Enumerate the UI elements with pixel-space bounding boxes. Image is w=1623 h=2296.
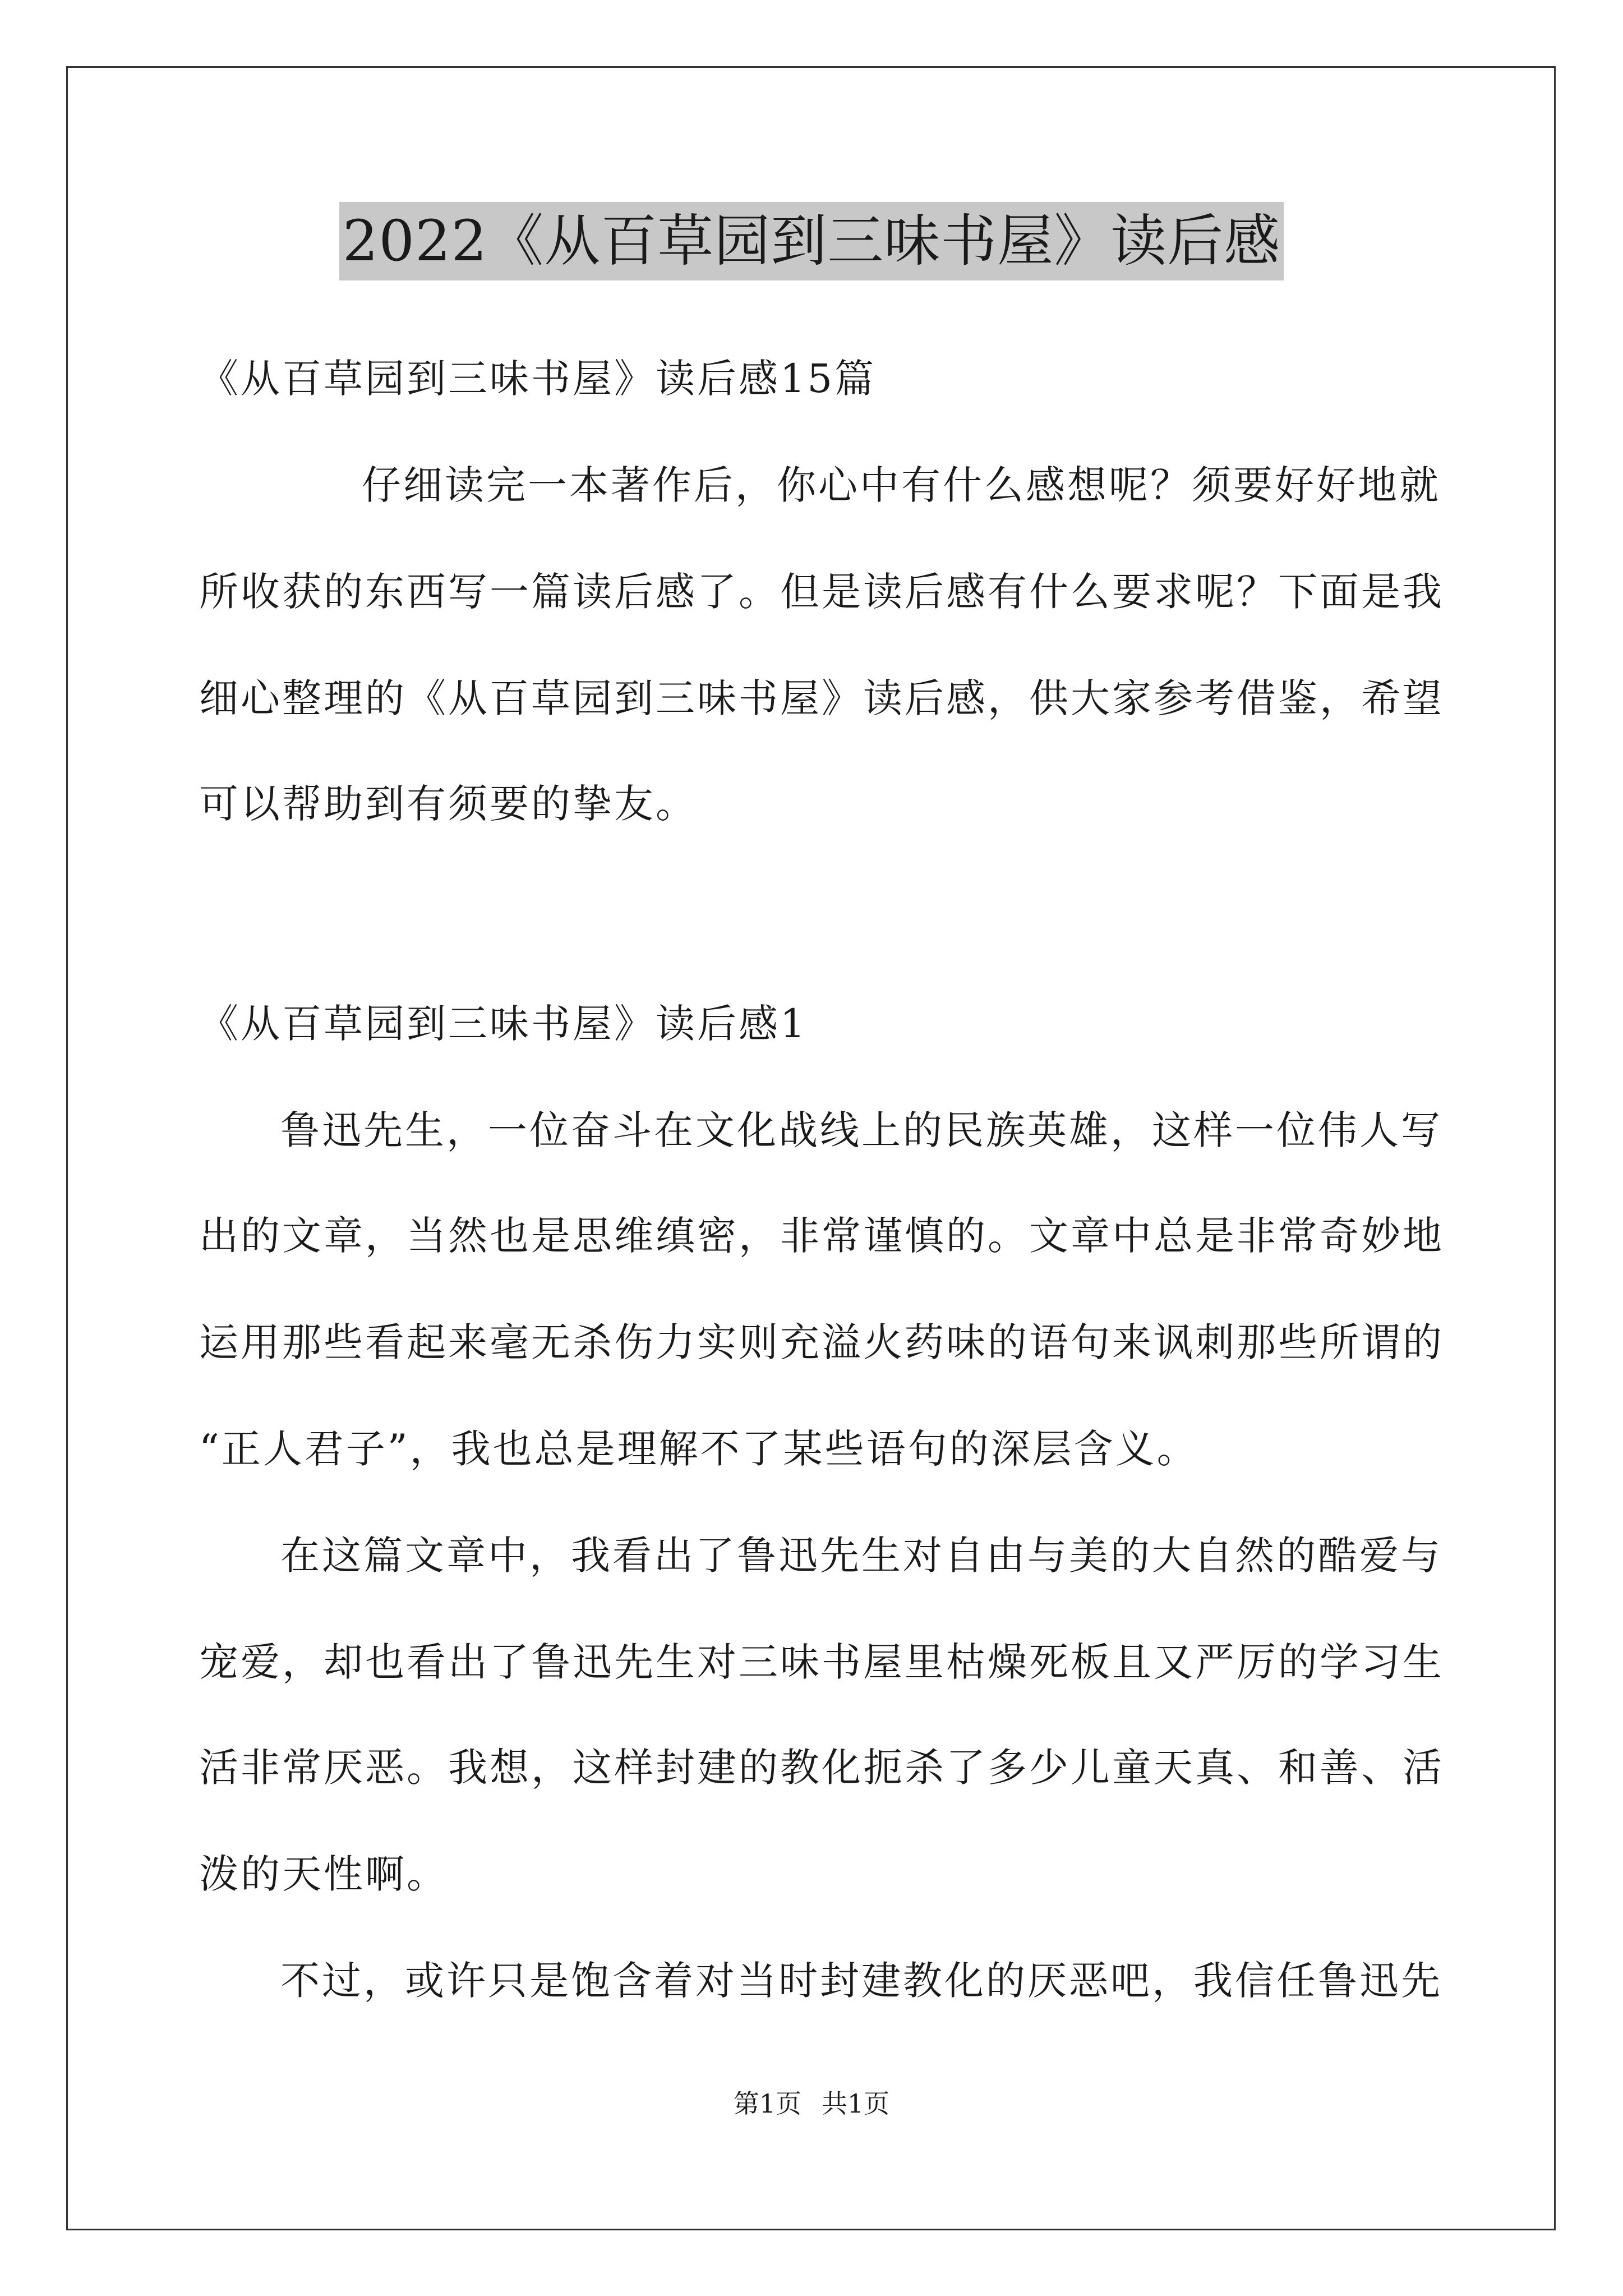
intro-line: 仔细读完一本著作后，你心中有什么感想呢？须要好好地就 — [362, 462, 1441, 508]
intro-line: 细心整理的《从百草园到三味书屋》读后感，供大家参考借鉴，希望 — [199, 675, 1444, 721]
paragraph-line: 运用那些看起来毫无杀伤力实则充溢火药味的语句来讽刺那些所谓的 — [199, 1319, 1444, 1365]
paragraph-line: “正人君子”，我也总是理解不了某些语句的深层含义。 — [199, 1426, 1198, 1472]
intro-line: 所收获的东西写一篇读后感了。但是读后感有什么要求呢？下面是我 — [199, 569, 1444, 615]
paragraph-line: 出的文章，当然也是思维缜密，非常谨慎的。文章中总是非常奇妙地 — [199, 1213, 1444, 1259]
paragraph-line: 活非常厌恶。我想，这样封建的教化扼杀了多少儿童天真、和善、活 — [199, 1745, 1444, 1791]
section-heading: 《从百草园到三味书屋》读后感1 — [199, 1001, 808, 1047]
paragraph-line: 鲁迅先生，一位奋斗在文化战线上的民族英雄，这样一位伟人写 — [280, 1107, 1442, 1153]
paragraph-line: 宠爱，却也看出了鲁迅先生对三味书屋里枯燥死板且又严厉的学习生 — [199, 1639, 1444, 1685]
page-number: 第1页 — [733, 2088, 801, 2119]
paragraph-line: 不过，或许只是饱含着对当时封建教化的厌恶吧，我信任鲁迅先 — [280, 1958, 1442, 2004]
title-block — [0, 202, 1623, 280]
intro-line: 可以帮助到有须要的挚友。 — [199, 781, 697, 827]
page-footer — [0, 2087, 1623, 2120]
paragraph-line: 在这篇文章中，我看出了鲁迅先生对自由与美的大自然的酷爱与 — [280, 1533, 1442, 1579]
paragraph-line: 泼的天性啊。 — [199, 1851, 448, 1897]
document-title: 2022《从百草园到三味书屋》读后感 — [339, 202, 1284, 280]
document-subtitle: 《从百草园到三味书屋》读后感15篇 — [199, 356, 877, 402]
page-total: 共1页 — [822, 2088, 890, 2119]
